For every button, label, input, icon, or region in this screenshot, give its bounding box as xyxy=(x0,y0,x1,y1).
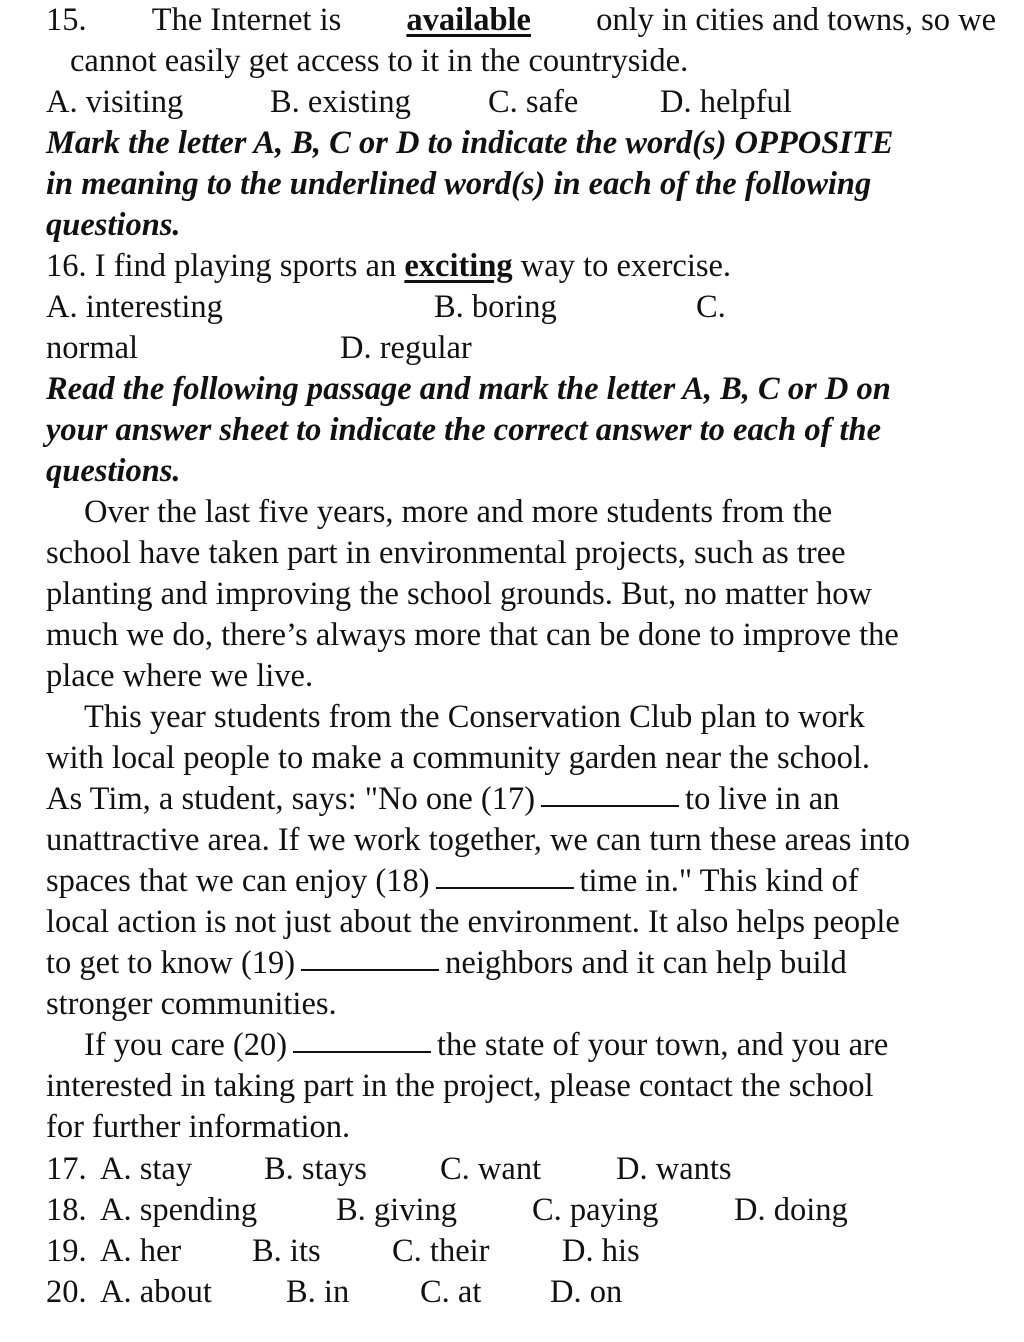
q15-post: only in cities and towns, so we xyxy=(596,2,996,38)
q16-stem xyxy=(46,246,731,287)
q15-pre: The Internet is xyxy=(151,2,342,38)
q18-option-c[interactable]: C. paying xyxy=(532,1192,659,1228)
passage-p2-line1: This year students from the Conservation Club plan to work xyxy=(84,699,865,735)
q16-option-b[interactable]: B. boring xyxy=(434,289,557,325)
q16-option-c-text[interactable]: normal xyxy=(46,330,139,366)
passage-p2-line3 xyxy=(46,779,839,820)
q17-number: 17. xyxy=(46,1151,87,1187)
q18-number: 18. xyxy=(46,1192,87,1228)
blank-18[interactable] xyxy=(436,887,574,889)
instruction-opposite-line3: questions. xyxy=(46,207,181,243)
passage-p3-line1-end: the state of your town, and you are xyxy=(437,1027,889,1063)
passage-p1-line1: Over the last five years, more and more students from the xyxy=(84,494,833,530)
q16-option-a[interactable]: A. interesting xyxy=(46,289,223,325)
passage-p1-line3: planting and improving the school grounds. But, no matter how xyxy=(46,576,872,612)
passage-p2-line7 xyxy=(46,943,847,984)
q17-option-b[interactable]: B. stays xyxy=(264,1151,367,1187)
passage-p2-line2: with local people to make a community garden near the school. xyxy=(46,740,870,776)
q15-option-a[interactable]: A. visiting xyxy=(46,84,184,120)
q18-option-d[interactable]: D. doing xyxy=(734,1192,848,1228)
instruction-passage-line1: Read the following passage and mark the letter A, B, C or D on xyxy=(46,371,891,407)
passage-p2-line5 xyxy=(46,861,859,902)
passage-p1-line4: much we do, there’s always more that can be done to improve the xyxy=(46,617,899,653)
q17-option-d[interactable]: D. wants xyxy=(616,1151,732,1187)
q16-underlined-word: exciting xyxy=(404,248,513,284)
q17-option-a[interactable]: A. stay xyxy=(100,1151,193,1187)
passage-p2-line4: unattractive area. If we work together, we can turn these areas into xyxy=(46,822,911,858)
instruction-opposite-line2: in meaning to the underlined word(s) in each of the following xyxy=(46,166,872,202)
q15-option-b[interactable]: B. existing xyxy=(270,84,411,120)
passage-p2-line5-end: time in." This kind of xyxy=(579,863,859,899)
q15-stem-line1 xyxy=(46,0,996,41)
passage-p2-line3-end: to live in an xyxy=(685,781,840,817)
q17-option-c[interactable]: C. want xyxy=(440,1151,542,1187)
q20-option-c[interactable]: C. at xyxy=(420,1274,482,1310)
passage-p1-line5: place where we live. xyxy=(46,658,314,694)
q18-option-b[interactable]: B. giving xyxy=(336,1192,457,1228)
passage-p3-line1-start: If you care (20) xyxy=(84,1027,288,1063)
q19-option-a[interactable]: A. her xyxy=(100,1233,182,1269)
q16-option-c-label[interactable]: C. xyxy=(696,289,726,325)
blank-17[interactable] xyxy=(541,805,679,807)
q15-stem-line2: cannot easily get access to it in the countryside. xyxy=(70,43,689,79)
q15-number: 15. xyxy=(46,2,87,38)
q20-option-d[interactable]: D. on xyxy=(550,1274,623,1310)
passage-p2-line3-start: As Tim, a student, says: "No one (17) xyxy=(46,781,536,817)
passage-p2-line7-end: neighbors and it can help build xyxy=(445,945,847,981)
q15-option-c[interactable]: C. safe xyxy=(488,84,579,120)
q16-post: way to exercise. xyxy=(520,248,732,284)
instruction-opposite-line1: Mark the letter A, B, C or D to indicate the word(s) OPPOSITE xyxy=(46,125,894,161)
instruction-passage-line2: your answer sheet to indicate the correct answer to each of the xyxy=(46,412,882,448)
passage-p3-line3: for further information. xyxy=(46,1109,351,1145)
q16-pre: 16. I find playing sports an xyxy=(46,248,397,284)
passage-p3-line2: interested in taking part in the project, please contact the school xyxy=(46,1068,874,1104)
q19-number: 19. xyxy=(46,1233,87,1269)
q19-option-d[interactable]: D. his xyxy=(562,1233,640,1269)
q19-option-c[interactable]: C. their xyxy=(392,1233,490,1269)
passage-p1-line2: school have taken part in environmental projects, such as tree xyxy=(46,535,846,571)
passage-p3-line1 xyxy=(84,1025,888,1066)
passage-p2-line5-start: spaces that we can enjoy (18) xyxy=(46,863,430,899)
blank-20[interactable] xyxy=(293,1051,431,1053)
q20-option-a[interactable]: A. about xyxy=(100,1274,212,1310)
q15-option-d[interactable]: D. helpful xyxy=(660,84,792,120)
blank-19[interactable] xyxy=(301,969,439,971)
passage-p2-line8: stronger communities. xyxy=(46,986,337,1022)
q15-underlined-word: available xyxy=(406,2,531,38)
q19-option-b[interactable]: B. its xyxy=(252,1233,321,1269)
q20-option-b[interactable]: B. in xyxy=(286,1274,350,1310)
instruction-passage-line3: questions. xyxy=(46,453,181,489)
q20-number: 20. xyxy=(46,1274,87,1310)
q18-option-a[interactable]: A. spending xyxy=(100,1192,258,1228)
passage-p2-line6: local action is not just about the environment. It also helps people xyxy=(46,904,900,940)
passage-p2-line7-start: to get to know (19) xyxy=(46,945,296,981)
q16-option-d[interactable]: D. regular xyxy=(340,330,472,366)
